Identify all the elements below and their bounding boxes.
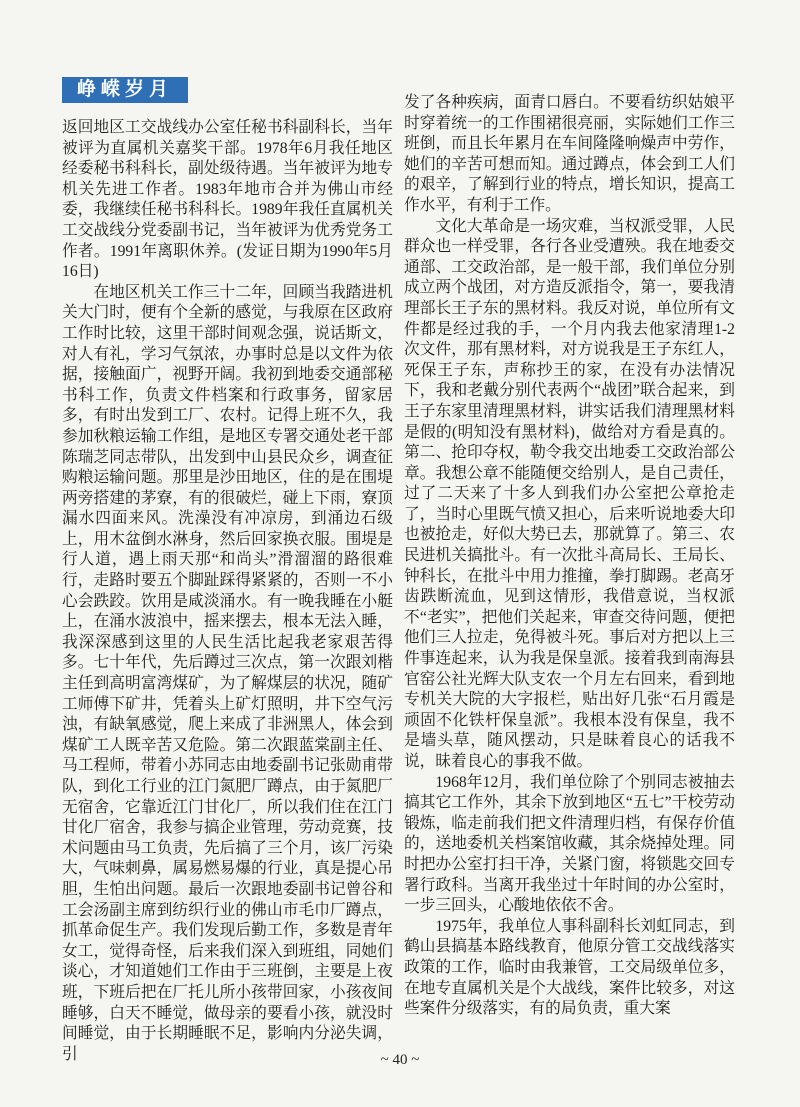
section-banner: 峥嵘岁月 [62, 77, 188, 103]
page-number: ~ 40 ~ [380, 1052, 420, 1068]
left-column [62, 118, 393, 1065]
paragraph: 发了各种疾病，面青口唇白。不要看纺织姑娘平时穿着统一的工作围裙很亮丽，实际她们工作三班倒，而且长年累月在车间隆隆响燥声中劳作，她们的辛苦可想而知。通过蹲点，体会到工人们的艰辛，了解到行业的特点，增长知识，提高工作水平，有利于工作。 [404, 94, 735, 214]
paragraph: 返回地区工交战线办公室任秘书科副科长，当年被评为直属机关嘉奖干部。1978年6月我任地区经委秘书科科长，副处级待遇。当年被评为地专机关先进工作者。1983年地市合并为佛山市经委，我继续任秘书科科长。1989年我任直属机关工交战线分党委副书记，当年被评为优秀党务工作者。1991年离职休养。(发证日期为1990年5月16日) [62, 119, 393, 281]
paragraph: 1975年，我单位人事科副科长刘虹同志，到鹤山县搞基本路线教育，他原分管工交战线落实政策的工作，临时由我兼管，工交局级单位多，在地专直属机关是个大战线，案件比较多，对这些案件分级落实，有的局负责，重大案 [404, 917, 735, 1018]
paragraph: 在地区机关工作三十二年，回顾当我踏进机关大门时，便有个全新的感觉，与我原在区政府工作时比较，这里干部时间观念强，说话斯文，对人有礼，学习气氛浓，办事时总是以文件为依据，接触面广，视野开阔。我初到地委交通部秘书科工作，负责文件档案和行政事务，留家居多，有时出发到工厂、农村。记得上班不久，我参加秋粮运输工作组，是地区专署交通处老干部陈瑞芝同志带队，出发到中山县民众乡，调查征购粮运输问题。那里是沙田地区，住的是在围堤两旁搭建的茅寮，有的很破烂，碰上下雨，寮顶漏水四面来风。洗澡没有冲凉房，到涌边石级上，用木盆倒水淋身，然后回家换衣服。围堤是行人道，遇上雨天那“和尚头”滑溜溜的路很难行，走路时要五个脚趾踩得紧紧的，否则一不小心会跌跤。饮用是咸淡涌水。有一晚我睡在小艇上，在涌水波浪中，摇来摆去，根本无法入睡，我深深感到这里的人民生活比起我老家艰苦得多。七十年代，先后蹲过三次点，第一次跟刘楷主任到高明富湾煤矿，为了解煤层的状况，随矿工师傅下矿井，凭着头上矿灯照明，井下空气污浊，有缺氧感觉，爬上来成了非洲黑人，体会到煤矿工人既辛苦又危险。第二次跟蓝棠副主任、马工程师，带着小苏同志由地委副书记张勋甫带队，到化工行业的江门氮肥厂蹲点，由于氮肥厂无宿舍，它靠近江门甘化厂，所以我们住在江门甘化厂宿舍，我参与搞企业管理，劳动竞赛，技术问题由马工负责，先后搞了三个月，该厂污染大，气味刺鼻，属易燃易爆的行业，真是提心吊胆，生怕出问题。最后一次跟地委副书记曾谷和工会汤副主席到纺织行业的佛山市毛巾厂蹲点，抓革命促生产。我们发现后勤工作，多数是青年女工，觉得奇怪，后来我们深入到班组，同她们谈心，才知道她们工作由于三班倒，主要是上夜班，下班后把在厂托儿所小孩带回家，小孩夜间睡够，白天不睡觉，做母亲的要看小孩，就没时间睡觉，由于长期睡眠不足，影响内分泌失调，引 [62, 283, 393, 1063]
paragraph: 1968年12月，我们单位除了个别同志被抽去搞其它工作外，其余下放到地区“五七”干校劳动锻炼，临走前我们把文件清理归档，有保存价值的，送地委机关档案馆收藏，其余烧掉处理。同时把办公室打扫干净，关紧门窗，将锁匙交回专署行政科。当离开我坐过十年时间的办公室时，一步三回头，心酸地依依不舍。 [404, 773, 735, 915]
paragraph: 文化大革命是一场灾难，当权派受罪，人民群众也一样受罪，各行各业受遭殃。我在地委交通部、工交政治部，是一般干部，我们单位分别成立两个战团，对方造反派指令，第一，要我清理部长王子东的黑材料。我反对说，单位所有文件都是经过我的手，一个月内我去他家清理1-2次文件，那有黑材料，对方说我是王子东红人，死保王子东，声称抄王的家，在没有办法情况下，我和老戴分别代表两个“战团”联合起来，到王子东家里清理黑材料，讲实话我们清理黑材料是假的(明知没有黑材料)，做给对方看是真的。第二、抢印夺权，勒令我交出地委工交政治部公章。我想公章不能随便交给别人，是自己责任，过了二天来了十多人到我们办公室把公章抢走了，当时心里既气愤又担心，后来听说地委大印也被抢走，好似大势已去，那就算了。第三、农民进机关搞批斗。有一次批斗高局长、王局长、钟科长，在批斗中用力推撞，拳打脚踢。老高牙齿跌断流血，见到这情形，我借意说，当权派不“老实”，把他们关起来，审查交待问题，便把他们三人拉走，免得被斗死。事后对方把以上三件事连起来，认为我是保皇派。接着我到南海县官窑公社光辉大队支农一个月左右回来，看到地专机关大院的大字报栏，贴出好几张“石月霞是顽固不化铁杆保皇派”。我根本没有保皇，我不是墙头草，随风摆动，只是昧着良心的话我不说，昧着良心的事我不做。 [404, 217, 735, 770]
right-column [404, 93, 735, 1020]
